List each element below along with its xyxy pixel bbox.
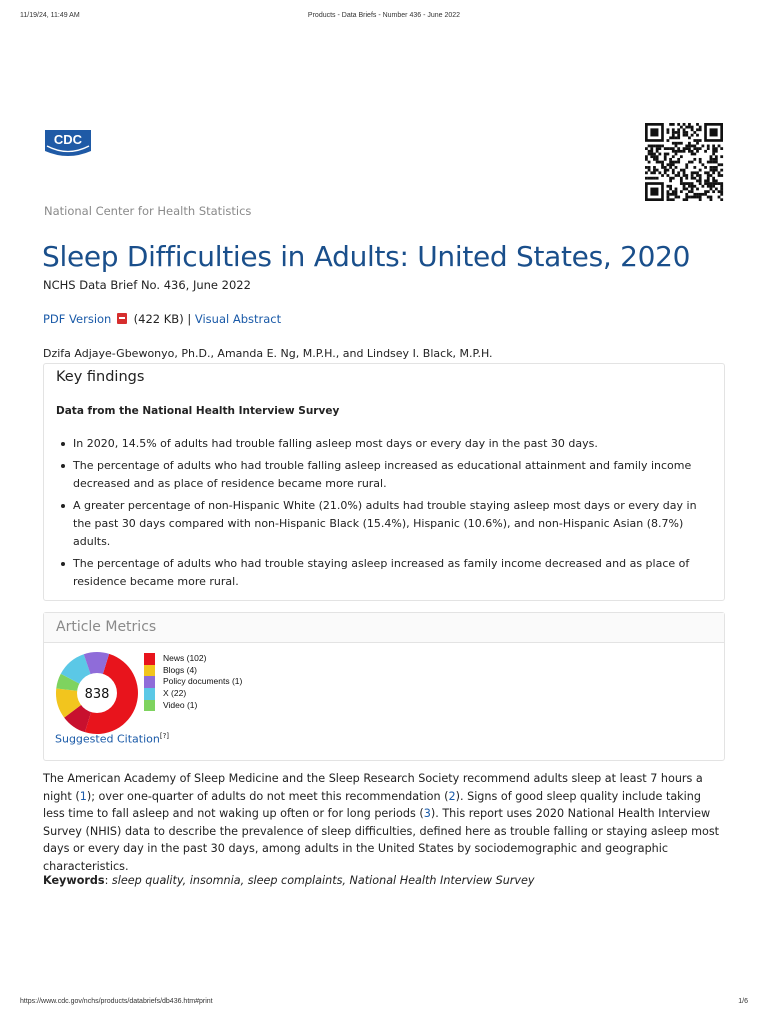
pdf-version-link[interactable]: PDF Version	[43, 312, 112, 326]
pdf-size: (422 KB) |	[133, 312, 192, 326]
legend-swatch	[144, 665, 155, 677]
cdc-logo-text: CDC	[53, 132, 83, 147]
keywords-label: Keywords	[43, 874, 105, 887]
keywords-values: sleep quality, insomnia, sleep complaints, National Health Interview Survey	[111, 874, 535, 887]
list-item: The percentage of adults who had trouble falling asleep increased as educational attainment and family income decreased and as place of residence became more rural.	[56, 457, 706, 493]
print-datetime: 11/19/24, 11:49 AM	[20, 12, 80, 19]
print-footer	[20, 998, 748, 1010]
reference-link-1[interactable]: 1	[79, 789, 87, 803]
print-header	[20, 12, 748, 24]
print-page-title: Products - Data Briefs - Number 436 - June 2022	[307, 12, 461, 19]
document-links	[43, 312, 281, 326]
article-metrics-title: Article Metrics	[56, 619, 157, 635]
legend-policy: Policy documents (1)	[144, 676, 242, 688]
altmetric-score: 838	[84, 687, 110, 702]
qr-finder	[710, 128, 718, 136]
pdf-icon	[117, 313, 127, 324]
suggested-citation-link[interactable]: Suggested Citation	[55, 732, 160, 746]
intro-paragraph: The American Academy of Sleep Medicine and the Sleep Research Society recommend adults sleep at least 7 hours a night (1); over one-quarter of adults do not meet this recommendation (2). Signs of good sleep quality include taking less time to fall asleep and not waking up often or for long periods (3). This report uses 2020 National Health Interview Survey (NHIS) data to describe the prevalence of sleep difficulties, defined here as trouble falling or staying asleep most days or every day in the past 30 days, among adults in the United States by sociodemographic and geographic characteristics.	[43, 772, 720, 873]
cdc-logo[interactable]	[43, 127, 93, 159]
legend-swatch	[144, 676, 155, 688]
altmetric-legend	[144, 653, 242, 711]
legend-video: Video (1)	[144, 700, 242, 712]
key-findings-title: Key findings	[56, 369, 145, 385]
suggested-citation	[55, 732, 169, 746]
print-page-number: 1/6	[738, 998, 748, 1005]
key-findings-list	[56, 435, 706, 595]
altmetric-donut[interactable]	[55, 651, 139, 735]
key-findings-subtitle: Data from the National Health Interview Survey	[56, 405, 340, 417]
citation-help[interactable]: [?]	[159, 732, 170, 740]
print-url: https://www.cdc.gov/nchs/products/databriefs/db436.htm#print	[20, 998, 213, 1005]
reference-link-2[interactable]: 2	[448, 789, 456, 803]
qr-finder	[650, 188, 658, 196]
list-item: The percentage of adults who had trouble staying asleep increased as family income decreased and as place of residence became more rural.	[56, 555, 706, 591]
legend-swatch	[144, 700, 155, 712]
legend-x: X (22)	[144, 688, 242, 700]
agency-name: National Center for Health Statistics	[44, 204, 252, 218]
legend-blogs: Blogs (4)	[144, 665, 242, 677]
data-brief-number: NCHS Data Brief No. 436, June 2022	[43, 278, 251, 292]
reference-link-3[interactable]: 3	[423, 807, 431, 821]
list-item: In 2020, 14.5% of adults had trouble falling asleep most days or every day in the past 30 days.	[56, 435, 706, 453]
keywords: Keywords: sleep quality, insomnia, sleep complaints, National Health Interview Survey	[43, 874, 535, 887]
legend-swatch	[144, 688, 155, 700]
authors: Dzifa Adjaye-Gbewonyo, Ph.D., Amanda E. Ng, M.P.H., and Lindsey I. Black, M.P.H.	[43, 347, 493, 360]
article-metrics-header	[44, 613, 724, 643]
legend-news: News (102)	[144, 653, 242, 665]
article-metrics-box	[43, 612, 725, 761]
key-findings-box	[43, 363, 725, 601]
list-item: A greater percentage of non-Hispanic White (21.0%) adults had trouble staying asleep most days or every day in the past 30 days compared with non-Hispanic Black (15.4%), Hispanic (10.6%), and non-Hispanic Asian (8.7%) adults.	[56, 497, 706, 551]
qr-code	[643, 123, 725, 201]
legend-swatch	[144, 653, 155, 665]
visual-abstract-link[interactable]: Visual Abstract	[194, 312, 282, 326]
page-title: Sleep Difficulties in Adults: United States, 2020	[42, 240, 691, 273]
qr-finder	[650, 128, 658, 136]
